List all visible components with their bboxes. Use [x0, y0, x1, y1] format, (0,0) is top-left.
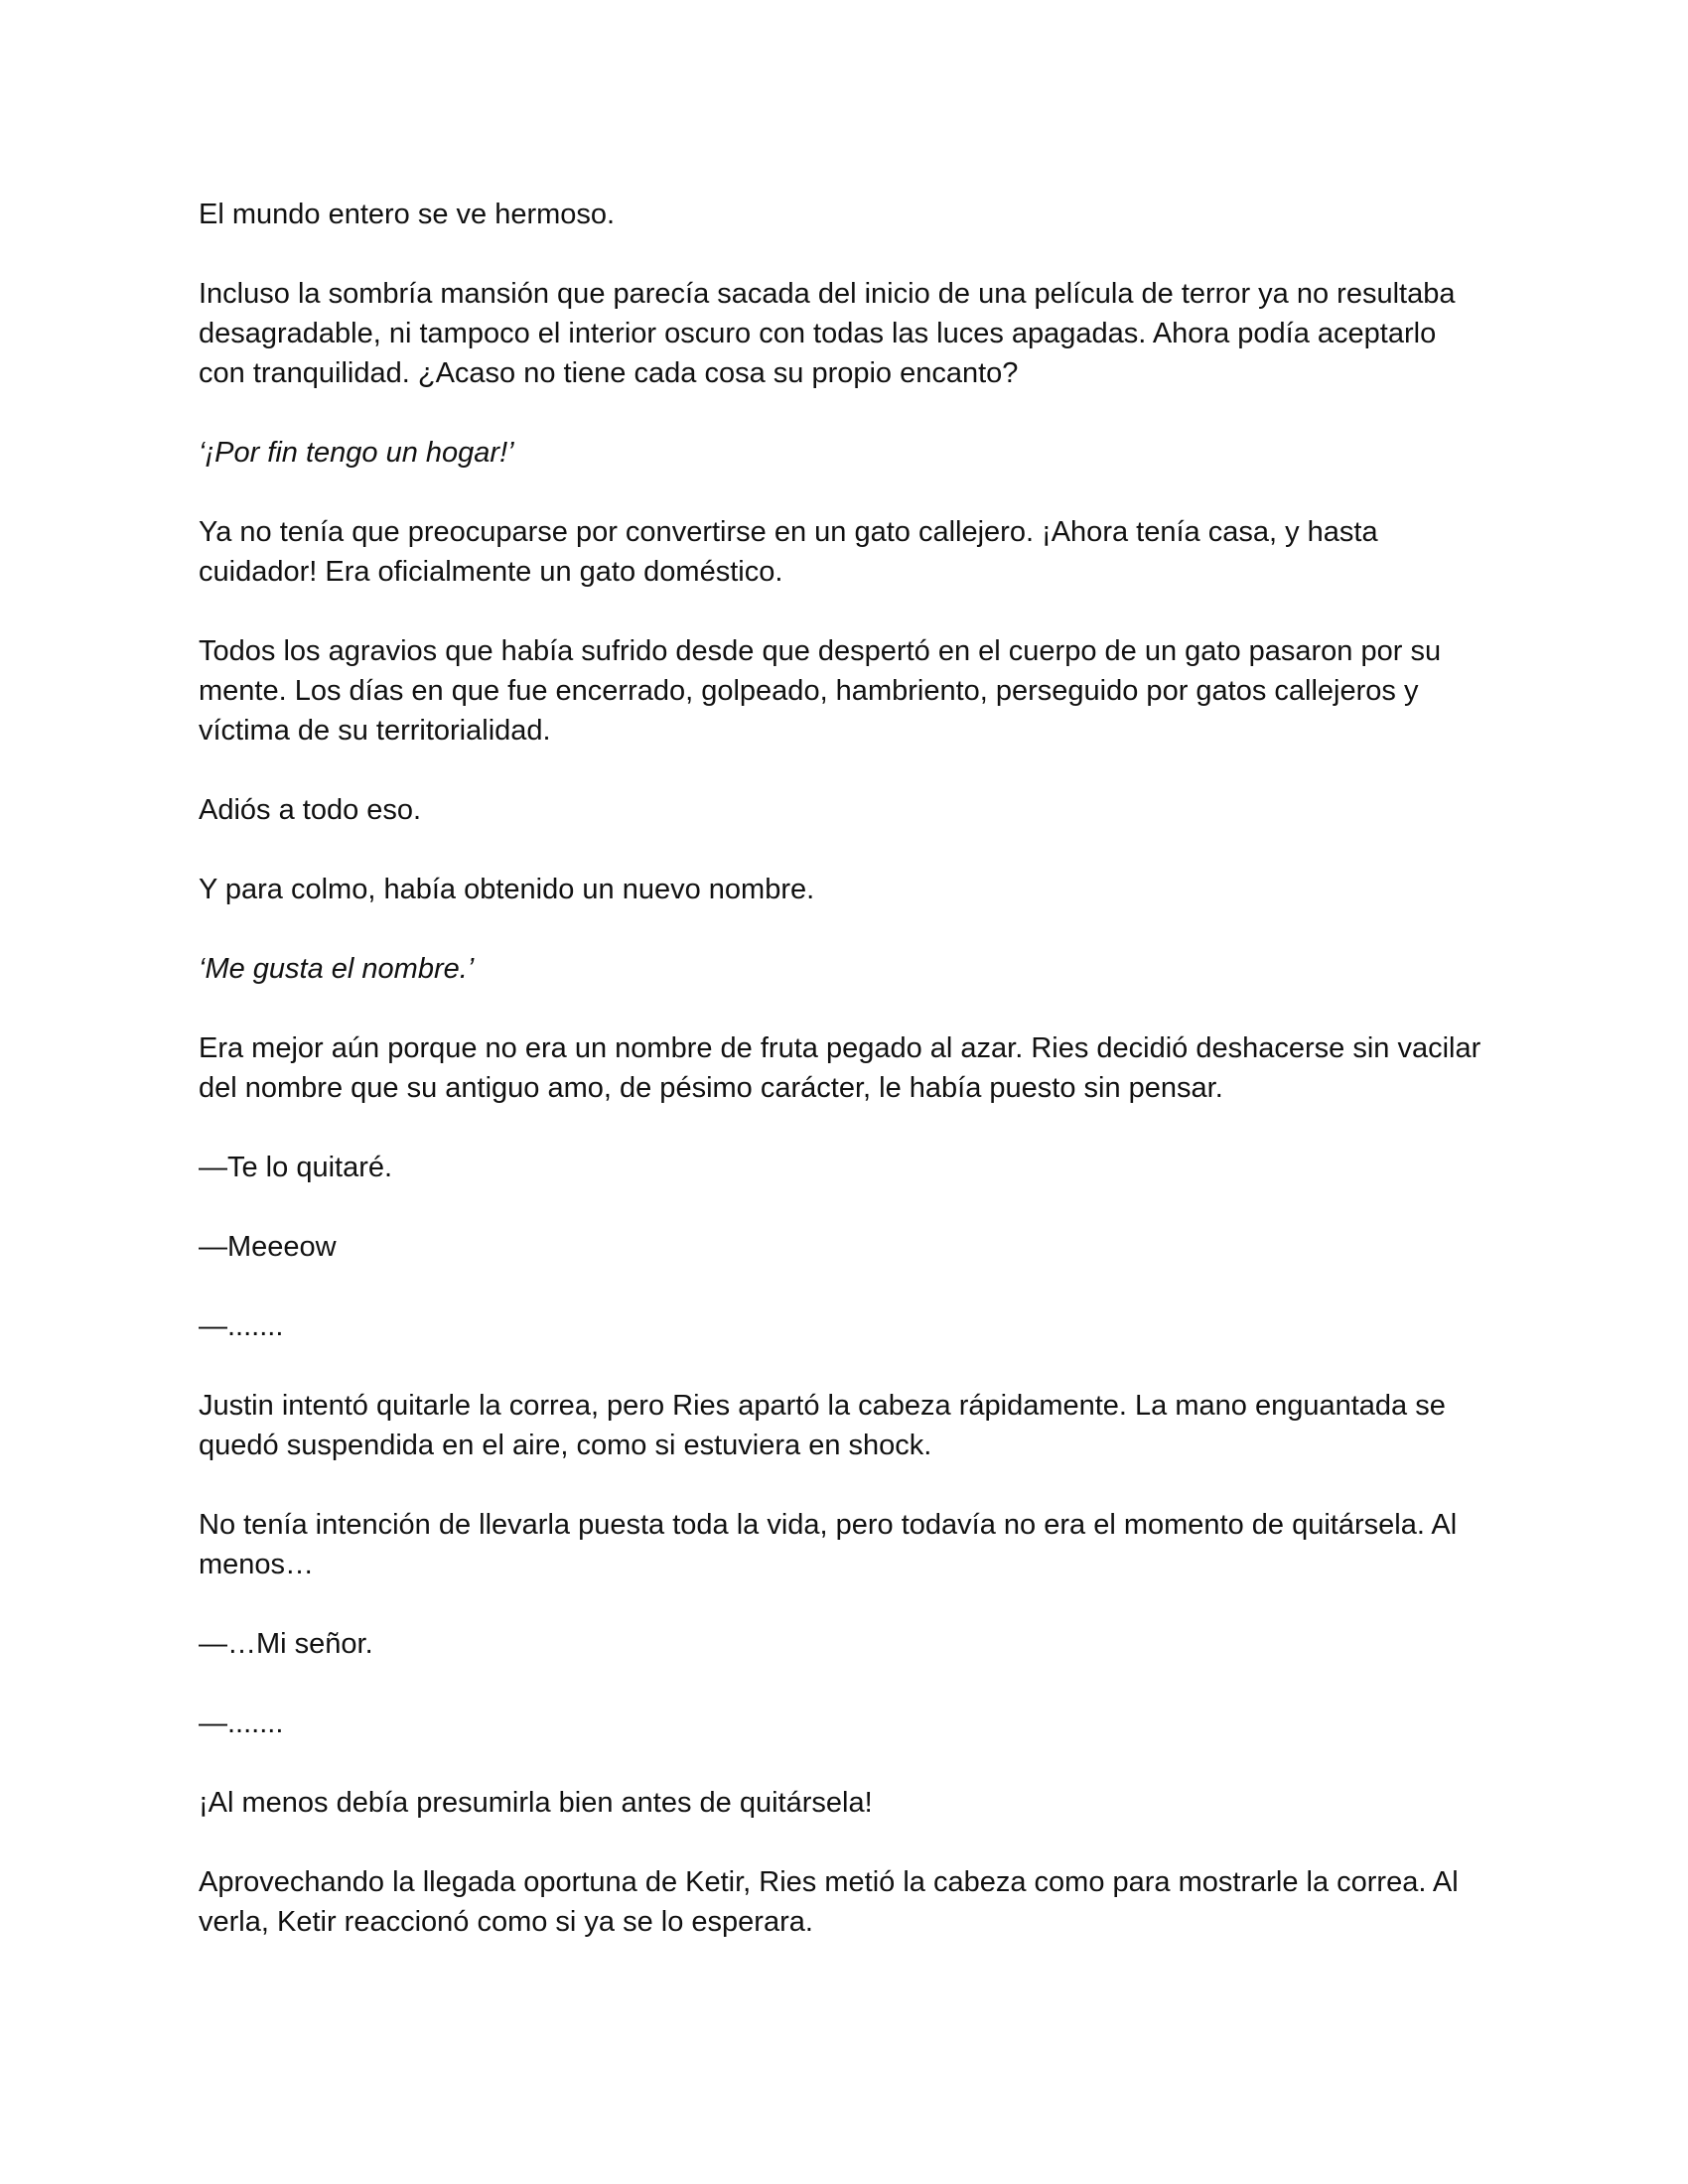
- paragraph: Aprovechando la llegada oportuna de Ketir, Ries metió la cabeza como para mostrarle la correa. Al verla, Ketir reaccionó como si ya se lo esperara.: [199, 1866, 1459, 1938]
- paragraph: Y para colmo, había obtenido un nuevo nombre.: [199, 874, 815, 905]
- paragraph-dialogue: —.......: [199, 1707, 284, 1739]
- paragraph-thought: ‘Me gusta el nombre.’: [199, 953, 475, 985]
- paragraph: Incluso la sombría mansión que parecía sacada del inicio de una película de terror ya no resultaba desagradable, ni tampoco el interior oscuro con todas las luces apagadas. Ahora podía aceptarlo con tranquilidad. ¿Acaso no tiene cada cosa su propio encanto?: [199, 278, 1456, 389]
- paragraph: Adiós a todo eso.: [199, 794, 422, 826]
- paragraph: Era mejor aún porque no era un nombre de fruta pegado al azar. Ries decidió deshacerse sin vacilar del nombre que su antiguo amo, de pésimo carácter, le había puesto sin pensar.: [199, 1032, 1481, 1104]
- paragraph-dialogue: —.......: [199, 1310, 284, 1342]
- paragraph: Ya no tenía que preocuparse por convertirse en un gato callejero. ¡Ahora tenía casa, y hasta cuidador! Era oficialmente un gato doméstico.: [199, 516, 1378, 588]
- paragraph: ¡Al menos debía presumirla bien antes de quitársela!: [199, 1787, 873, 1819]
- paragraph-dialogue: —Te lo quitaré.: [199, 1152, 393, 1183]
- paragraph: Todos los agravios que había sufrido desde que despertó en el cuerpo de un gato pasaron por su mente. Los días en que fue encerrado, golpeado, hambriento, perseguido por gatos callejeros y víctima de su territorialidad.: [199, 635, 1442, 747]
- paragraph: El mundo entero se ve hermoso.: [199, 199, 616, 230]
- paragraph: Justin intentó quitarle la correa, pero Ries apartó la cabeza rápidamente. La mano enguantada se quedó suspendida en el aire, como si estuviera en shock.: [199, 1390, 1446, 1461]
- paragraph: No tenía intención de llevarla puesta toda la vida, pero todavía no era el momento de quitársela. Al menos…: [199, 1509, 1458, 1580]
- paragraph-dialogue: —…Mi señor.: [199, 1628, 373, 1660]
- document-body: [199, 195, 1489, 1981]
- paragraph-thought: ‘¡Por fin tengo un hogar!’: [199, 437, 514, 469]
- paragraph-dialogue: —Meeeow: [199, 1231, 337, 1263]
